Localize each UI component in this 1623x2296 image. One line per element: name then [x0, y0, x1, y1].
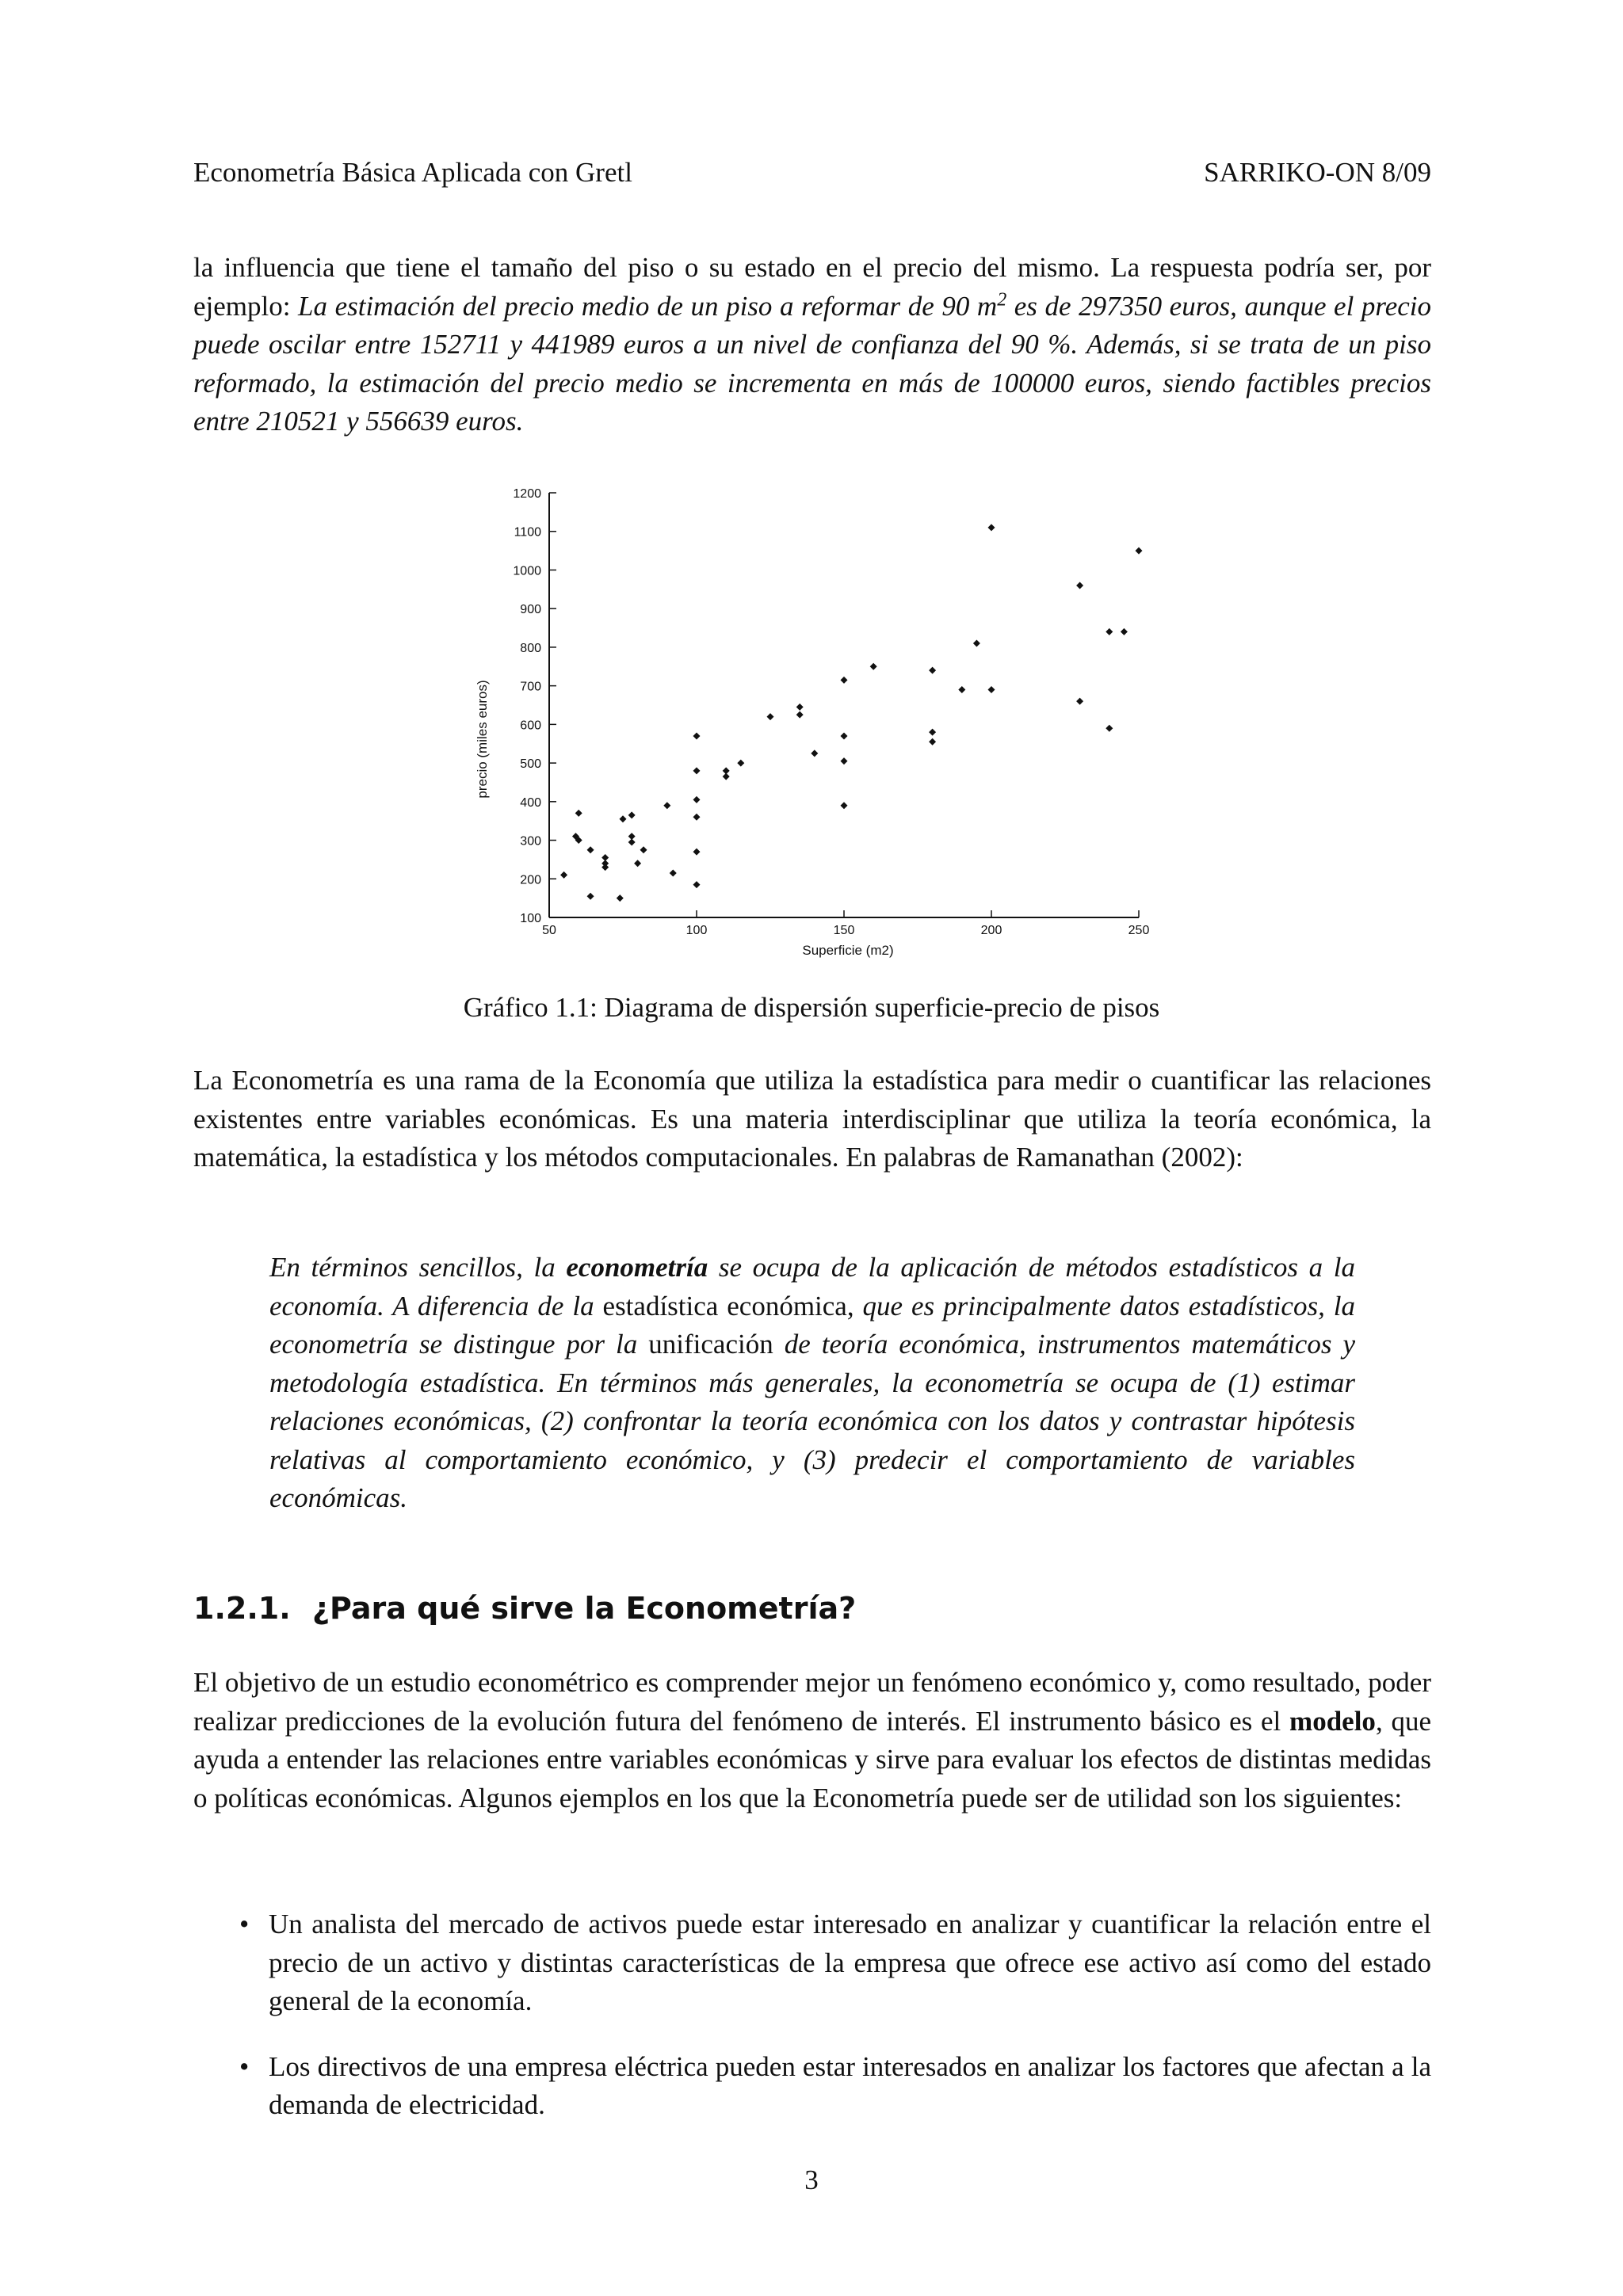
chart-points — [560, 524, 1142, 902]
scatter-point — [737, 760, 744, 767]
y-tick-label: 800 — [520, 641, 541, 655]
y-axis-label: precio (miles euros) — [475, 680, 490, 799]
x-tick-label: 100 — [685, 924, 708, 937]
scatter-point — [587, 846, 594, 853]
y-tick-label: 1100 — [514, 525, 541, 540]
header-book-title: Econometría Básica Aplicada con Gretl — [193, 157, 632, 188]
scatter-point — [973, 640, 980, 647]
figure-caption: Gráfico 1.1: Diagrama de dispersión superficie-precio de pisos — [463, 992, 1160, 1023]
quote-upright-1: estadística económica, — [602, 1290, 854, 1322]
quote-upright-2: unificación — [648, 1329, 773, 1360]
paragraph-intro-italic-cont: es de 297350 euros, aunque el precio puede oscilar entre 152711 y 441989 euros a un nivel de confianza del 90 %. Además, si se trata de un piso reformado, la estimación del precio medio se incrementa en más de 100000 euros, siendo factibles precios entre 210521 y 556639 euros. — [193, 290, 1432, 437]
superscript-2: 2 — [997, 288, 1007, 310]
scatter-point — [663, 802, 670, 809]
scatter-figure — [460, 475, 1157, 967]
chart-axes — [549, 493, 1139, 917]
y-tick-label: 200 — [520, 873, 541, 887]
paragraph-objective — [193, 1664, 1431, 1817]
scatter-point — [929, 667, 936, 674]
scatter-point — [796, 711, 804, 719]
section-title: ¿Para qué sirve la Econometría? — [312, 1591, 857, 1626]
scatter-point — [560, 871, 567, 879]
scatter-point — [693, 796, 701, 803]
list-item-text: Los directivos de una empresa eléctrica pueden estar interesados en analizar los factores que afectan a la demanda de electricidad. — [269, 2050, 1431, 2120]
scatter-point — [811, 749, 818, 757]
x-tick-label: 250 — [1128, 924, 1150, 937]
y-tick-label: 100 — [520, 912, 541, 925]
list-item — [193, 2048, 1431, 2125]
quote-text: En términos sencillos, la — [269, 1252, 567, 1283]
scatter-point — [640, 846, 647, 853]
y-tick-label: 400 — [520, 795, 541, 810]
scatter-point — [723, 773, 730, 780]
scatter-point — [693, 814, 701, 821]
scatter-point — [628, 838, 636, 845]
scatter-point — [1106, 725, 1113, 732]
scatter-point — [1106, 628, 1113, 635]
chart-ticks — [513, 487, 1149, 937]
x-tick-label: 50 — [542, 924, 556, 937]
paragraph-objective-text-2: , que ayuda a entender las relaciones entre variables económicas y sirve para evaluar los efectos de distintas medidas o políticas económicas. Algunos ejemplos en los que la Econometría puede ser de utilidad son los siguientes: — [193, 1705, 1431, 1814]
scatter-point — [628, 811, 636, 818]
scatter-point — [841, 802, 848, 809]
header-series-label: SARRIKO-ON 8/09 — [1204, 157, 1431, 188]
paragraph-intro — [193, 249, 1431, 441]
scatter-point — [988, 686, 995, 693]
scatter-point — [767, 713, 774, 720]
scatter-point — [870, 663, 877, 670]
running-header — [193, 155, 1431, 190]
scatter-point — [620, 815, 627, 822]
page-number: 3 — [804, 2164, 819, 2195]
scatter-point — [670, 869, 677, 876]
y-tick-label: 500 — [520, 757, 541, 772]
y-tick-label: 1200 — [513, 487, 541, 501]
bullet-list — [193, 1905, 1431, 2152]
y-tick-label: 1000 — [513, 564, 541, 578]
scatter-point — [796, 704, 804, 711]
scatter-point — [1076, 582, 1083, 589]
scatter-point — [1076, 698, 1083, 705]
quote-text-4: de teoría económica, instrumentos matemáticos y metodología estadística. En términos más generales, la econometría se ocupa de (1) estimar relaciones económicas, (2) confrontar la teoría económica con los datos y contrastar hipótesis relativas al comportamiento económico, y (3) predecir el comportamiento de variables económicas. — [269, 1329, 1355, 1513]
scatter-point — [841, 677, 848, 684]
paragraph-objective-text: El objetivo de un estudio econométrico es comprender mejor un fenómeno económico y, como resultado, poder realizar predicciones de la evolución futura del fenómeno de interés. El instrumento básico es el — [193, 1667, 1431, 1737]
scatter-point — [693, 767, 701, 774]
scatter-point — [693, 881, 701, 888]
bullet-icon: • — [239, 2050, 250, 2082]
scatter-point — [634, 860, 641, 867]
paragraph-definition: La Econometría es una rama de la Economía que utiliza la estadística para medir o cuantificar las relaciones existentes entre variables económicas. Es una materia interdisciplinar que utiliza la teoría económica, la matemática, la estadística y los métodos computacionales. En palabras de Ramanathan (2002): — [193, 1065, 1431, 1173]
scatter-point — [841, 757, 848, 765]
scatter-point — [929, 738, 936, 746]
x-tick-label: 200 — [980, 924, 1002, 937]
y-tick-label: 700 — [520, 680, 541, 694]
x-axis-label: Superficie (m2) — [802, 943, 894, 958]
x-tick-label: 150 — [833, 924, 855, 937]
scatter-point — [587, 893, 594, 900]
quote-text-3: que es principalmente datos estadísticos, la econometría se distingue por la — [269, 1290, 1355, 1360]
bullet-icon: • — [239, 1909, 250, 1939]
list-item-text: Un analista del mercado de activos puede estar interesado en analizar y cuantificar la relación entre el precio de un activo y distintas características de la empresa que ofrece ese activo así como del estado general de la economía. — [269, 1909, 1431, 2016]
scatter-point — [929, 729, 936, 736]
quote-text-2: se ocupa de la aplicación de métodos estadísticos a la economía. A diferencia de la — [269, 1252, 1355, 1322]
scatter-point — [988, 524, 995, 531]
scatter-point — [958, 686, 965, 693]
list-item — [193, 1905, 1431, 2021]
y-tick-label: 900 — [520, 603, 541, 617]
scatter-point — [601, 864, 609, 871]
scatter-chart — [460, 475, 1157, 967]
block-quote — [269, 1249, 1355, 1518]
section-number: 1.2.1. — [193, 1591, 291, 1626]
y-tick-label: 300 — [520, 834, 541, 849]
scatter-point — [1136, 547, 1143, 555]
scatter-point — [693, 849, 701, 856]
quote-bold-term: econometría — [566, 1252, 708, 1283]
scatter-point — [575, 810, 582, 817]
y-tick-label: 600 — [520, 719, 541, 733]
paragraph-intro-italic: La estimación del precio medio de un piso a reformar de 90 m — [298, 290, 998, 322]
scatter-point — [617, 894, 624, 902]
paragraph-intro-text: la influencia que tiene el tamaño del piso o su estado en el precio del mismo. La respuesta podría ser, por ejemplo: — [193, 252, 1431, 322]
scatter-point — [1121, 628, 1128, 635]
section-heading — [193, 1589, 856, 1627]
scatter-point — [841, 732, 848, 739]
paragraph-objective-bold: modelo — [1289, 1705, 1376, 1737]
scatter-point — [693, 732, 701, 739]
